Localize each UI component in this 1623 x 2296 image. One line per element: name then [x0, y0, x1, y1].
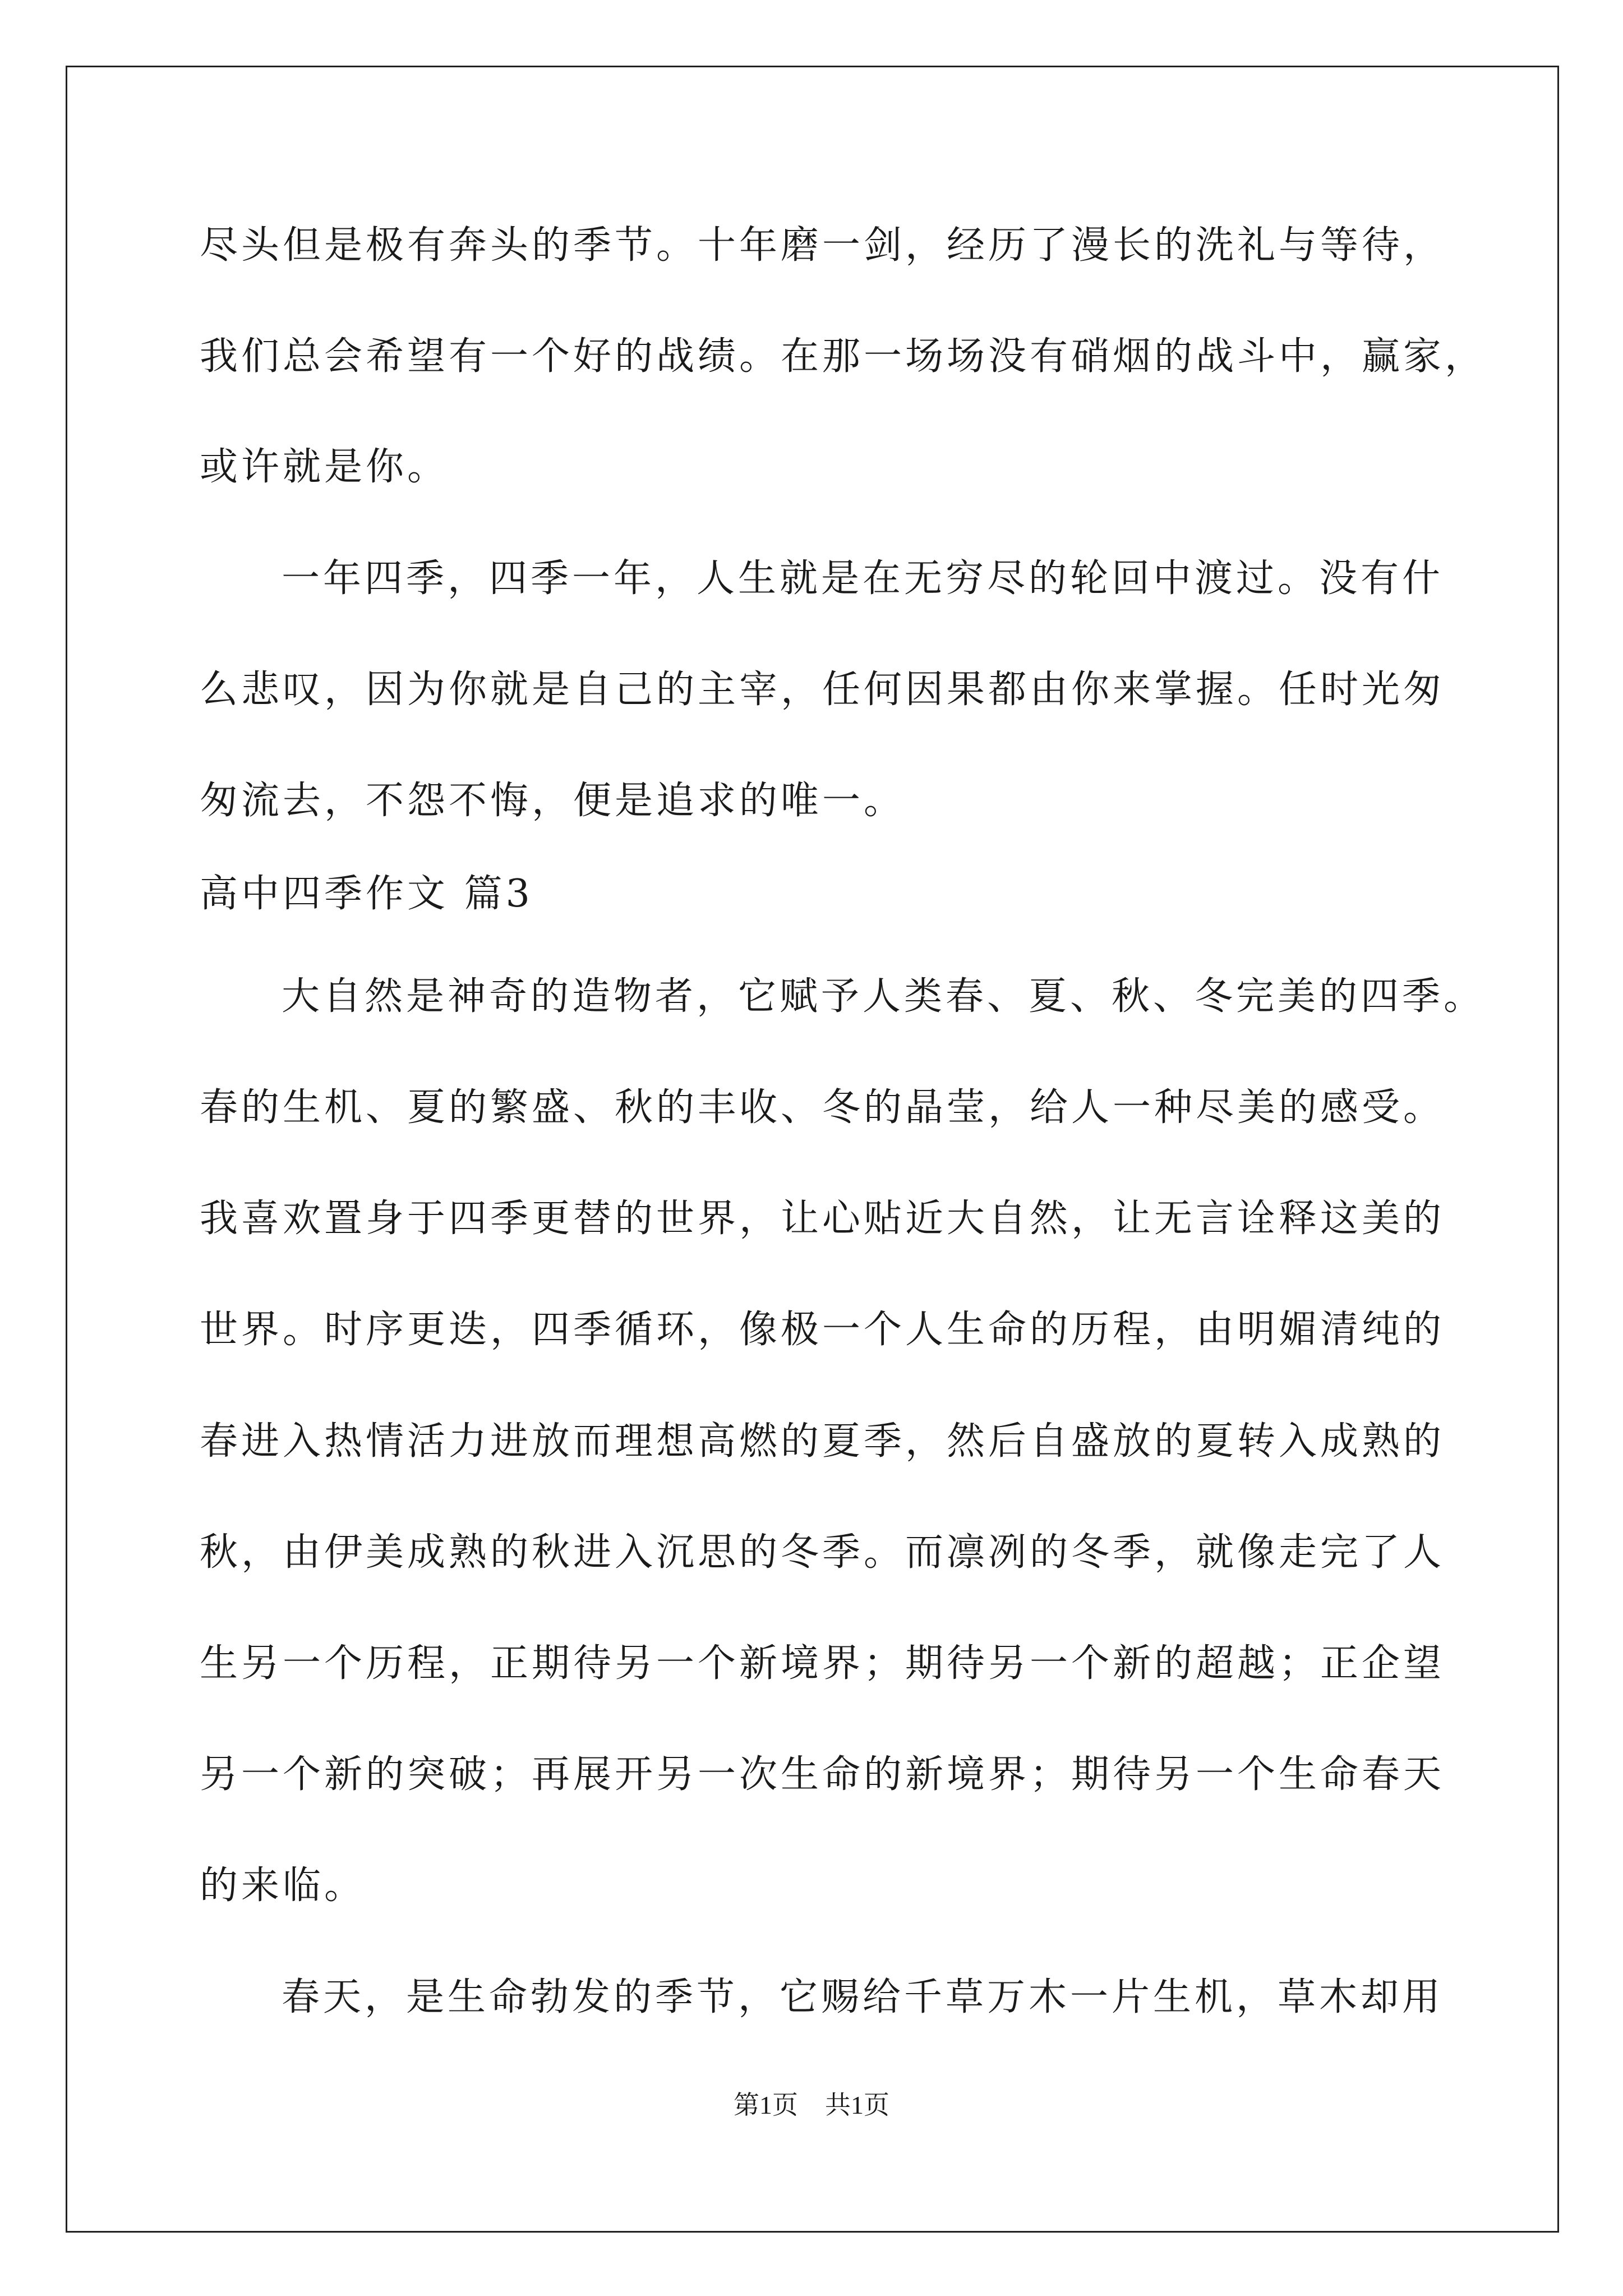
text-line: 匆流去，不怨不悔，便是追求的唯一。: [200, 779, 906, 823]
text-line: 世界。时序更迭，四季循环，像极一个人生命的历程，由明媚清纯的: [200, 1308, 1445, 1352]
text-line: 生另一个历程，正期待另一个新境界；期待另一个新的超越；正企望: [200, 1641, 1445, 1686]
page-total: 共1页: [825, 2091, 889, 2119]
page-footer: [0, 2090, 1623, 2121]
text-line: 一年四季，四季一年，人生就是在无穷尽的轮回中渡过。没有什: [282, 556, 1444, 601]
text-line: 或许就是你。: [200, 445, 449, 489]
text-line: 秋，由伊美成熟的秋进入沉思的冬季。而凛冽的冬季，就像走完了人: [200, 1530, 1445, 1575]
text-line: 大自然是神奇的造物者，它赋予人类春、夏、秋、冬完美的四季。: [282, 974, 1486, 1019]
text-line: 么悲叹，因为你就是自己的主宰，任何因果都由你来掌握。任时光匆: [200, 668, 1445, 712]
page-number: 第1页: [734, 2091, 798, 2119]
section-heading: 高中四季作文 篇3: [200, 872, 533, 916]
text-line: 春的生机、夏的繁盛、秋的丰收、冬的晶莹，给人一种尽美的感受。: [200, 1085, 1445, 1130]
text-line: 的来临。: [200, 1864, 366, 1908]
text-line: 我们总会希望有一个好的战绩。在那一场场没有硝烟的战斗中，赢家，: [200, 334, 1487, 379]
text-line: 我喜欢置身于四季更替的世界，让心贴近大自然，让无言诠释这美的: [200, 1197, 1445, 1241]
text-line: 春天，是生命勃发的季节，它赐给千草万木一片生机，草木却用: [282, 1975, 1444, 2019]
text-line: 另一个新的突破；再展开另一次生命的新境界；期待另一个生命春天: [200, 1752, 1445, 1797]
text-line: 尽头但是极有奔头的季节。十年磨一剑，经历了漫长的洗礼与等待，: [200, 223, 1445, 268]
text-line: 春进入热情活力进放而理想高燃的夏季，然后自盛放的夏转入成熟的: [200, 1419, 1445, 1464]
